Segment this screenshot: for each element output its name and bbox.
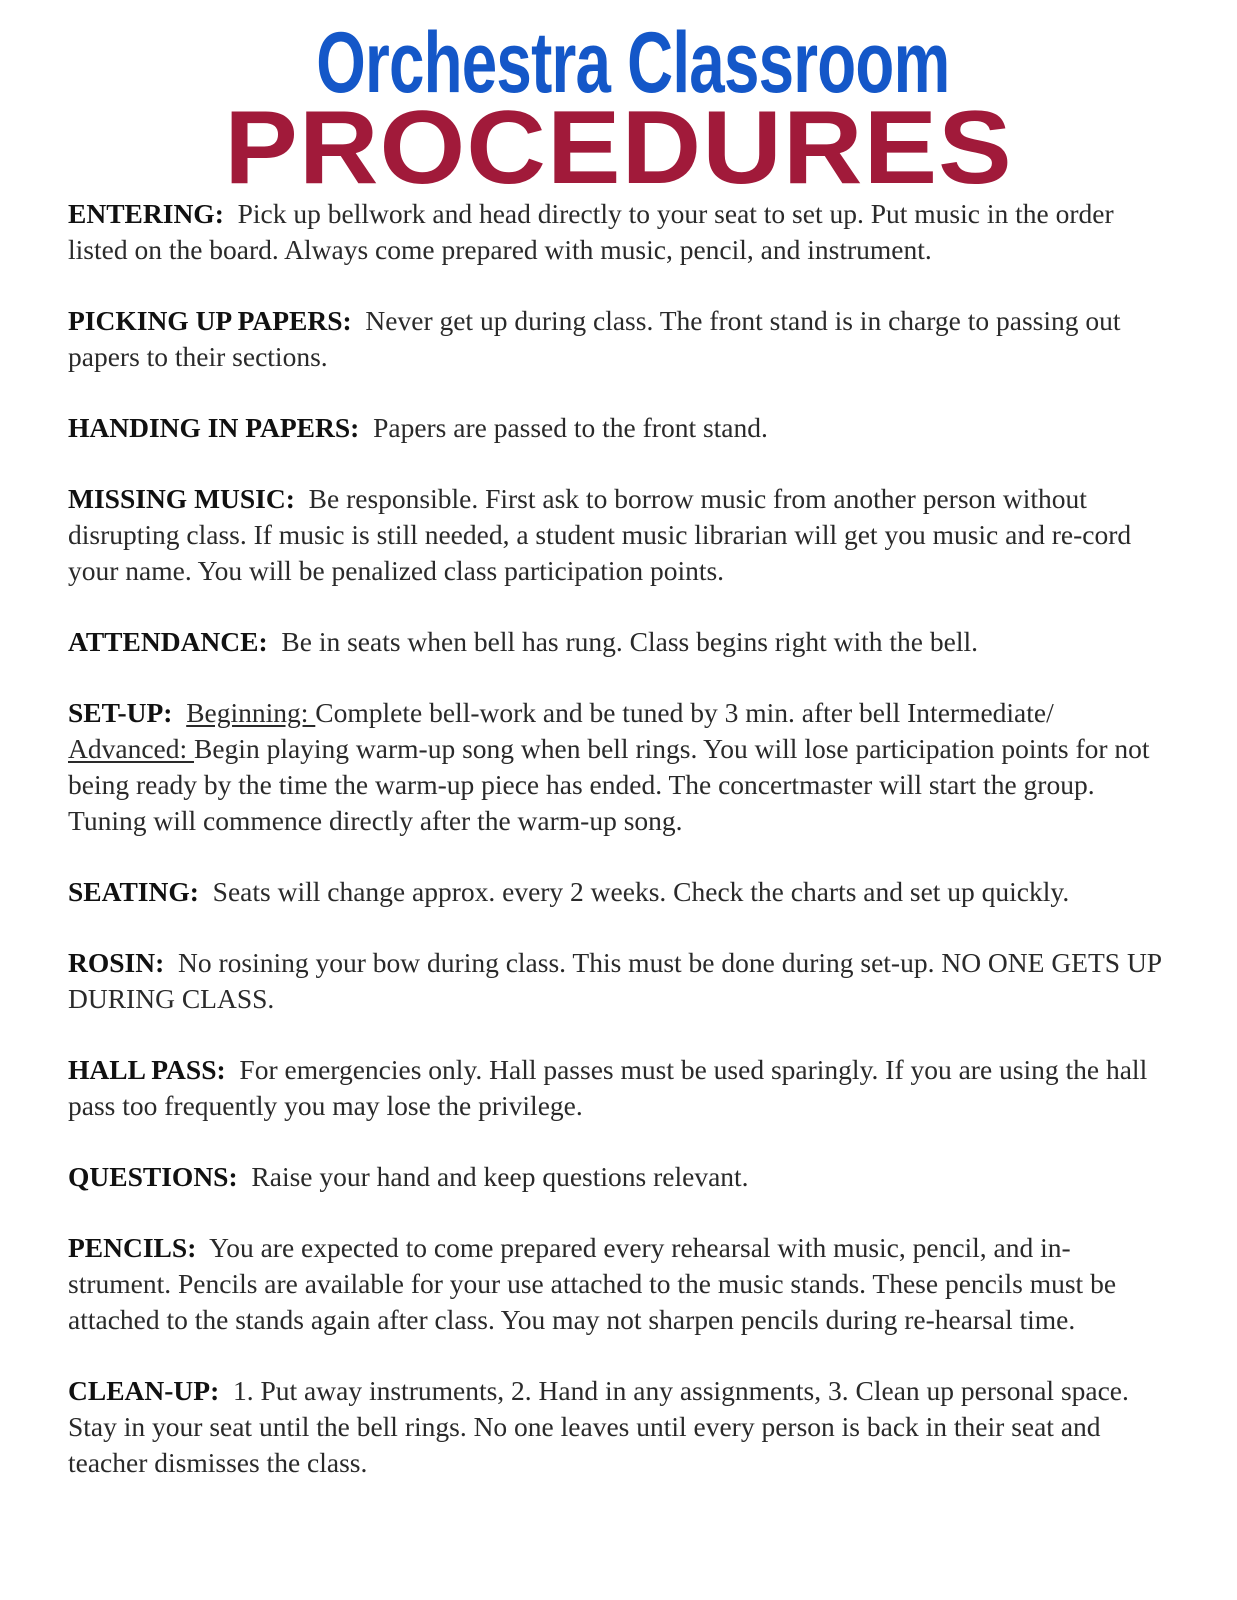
section-picking-up-papers bbox=[68, 303, 1169, 375]
beginning-text: Complete bell-work and be tuned by 3 min. after bell Intermediate/ bbox=[315, 697, 1054, 728]
title-block bbox=[68, 0, 1169, 206]
section-label: ATTENDANCE: bbox=[68, 626, 268, 657]
section-text: Never get up during class. The front stand is in charge to passing out papers to their sections. bbox=[68, 305, 1121, 372]
title-procedures: PROCEDURES bbox=[224, 90, 1013, 206]
section-clean-up bbox=[68, 1373, 1169, 1481]
section-label: PICKING UP PAPERS: bbox=[68, 305, 352, 336]
section-label: PENCILS: bbox=[68, 1232, 197, 1263]
section-questions bbox=[68, 1159, 1169, 1195]
advanced-text: Begin playing warm-up song when bell rings. You will lose participation points for not being ready by the time the warm-up piece has ended. The concertmaster will start the group. Tuning will commence directly after the warm-up song. bbox=[68, 733, 1150, 836]
title-orchestra-classroom: Orchestra Classroom bbox=[316, 15, 950, 111]
section-text: Seats will change approx. every 2 weeks. Check the charts and set up quickly. bbox=[212, 876, 1070, 907]
section-text: Pick up bellwork and head directly to your seat to set up. Put music in the order listed on the board. Always come prepared with music, pencil, and instrument. bbox=[68, 198, 1114, 265]
section-text: 1. Put away instruments, 2. Hand in any assignments, 3. Clean up personal space. Stay in your seat until the bell rings. No one leaves until every person is back in their seat and teacher dismisses the class. bbox=[68, 1375, 1129, 1478]
section-text: Be in seats when bell has rung. Class begins right with the bell. bbox=[281, 626, 978, 657]
section-label: MISSING MUSIC: bbox=[68, 483, 295, 514]
section-seating bbox=[68, 874, 1169, 910]
section-text: Raise your hand and keep questions relevant. bbox=[251, 1161, 749, 1192]
section-entering bbox=[68, 196, 1169, 268]
section-text: For emergencies only. Hall passes must be used sparingly. If you are using the hall pass too frequently you may lose the privilege. bbox=[68, 1054, 1148, 1121]
section-set-up bbox=[68, 695, 1169, 839]
section-label: ROSIN: bbox=[68, 947, 165, 978]
section-text: Be responsible. First ask to borrow music from another person without disrupting class. If music is still needed, a student music librarian will get you music and re-cord your name. You will be penalized class participation points. bbox=[68, 483, 1132, 586]
section-attendance bbox=[68, 624, 1169, 660]
section-label: QUESTIONS: bbox=[68, 1161, 238, 1192]
section-text: Papers are passed to the front stand. bbox=[373, 412, 768, 443]
section-label: CLEAN-UP: bbox=[68, 1375, 220, 1406]
section-hall-pass bbox=[68, 1052, 1169, 1124]
section-handing-in-papers bbox=[68, 410, 1169, 446]
advanced-label: Advanced: bbox=[68, 733, 194, 764]
section-label: HALL PASS: bbox=[68, 1054, 226, 1085]
section-text: You are expected to come prepared every rehearsal with music, pencil, and in-strument. Pencils are available for your use attached to the music stands. These pencils must be attached to the stands again after class. You may not sharpen pencils during re-hearsal time. bbox=[68, 1232, 1117, 1335]
section-label: SEATING: bbox=[68, 876, 199, 907]
beginning-label: Beginning: bbox=[186, 697, 316, 728]
procedures-list bbox=[68, 196, 1169, 1481]
section-pencils bbox=[68, 1230, 1169, 1338]
section-label: ENTERING: bbox=[68, 198, 224, 229]
section-label: HANDING IN PAPERS: bbox=[68, 412, 360, 443]
section-label: SET-UP: bbox=[68, 697, 173, 728]
section-text: No rosining your bow during class. This must be done during set-up. NO ONE GETS UP DURING CLASS. bbox=[68, 947, 1162, 1014]
section-rosin bbox=[68, 945, 1169, 1017]
section-missing-music bbox=[68, 481, 1169, 589]
